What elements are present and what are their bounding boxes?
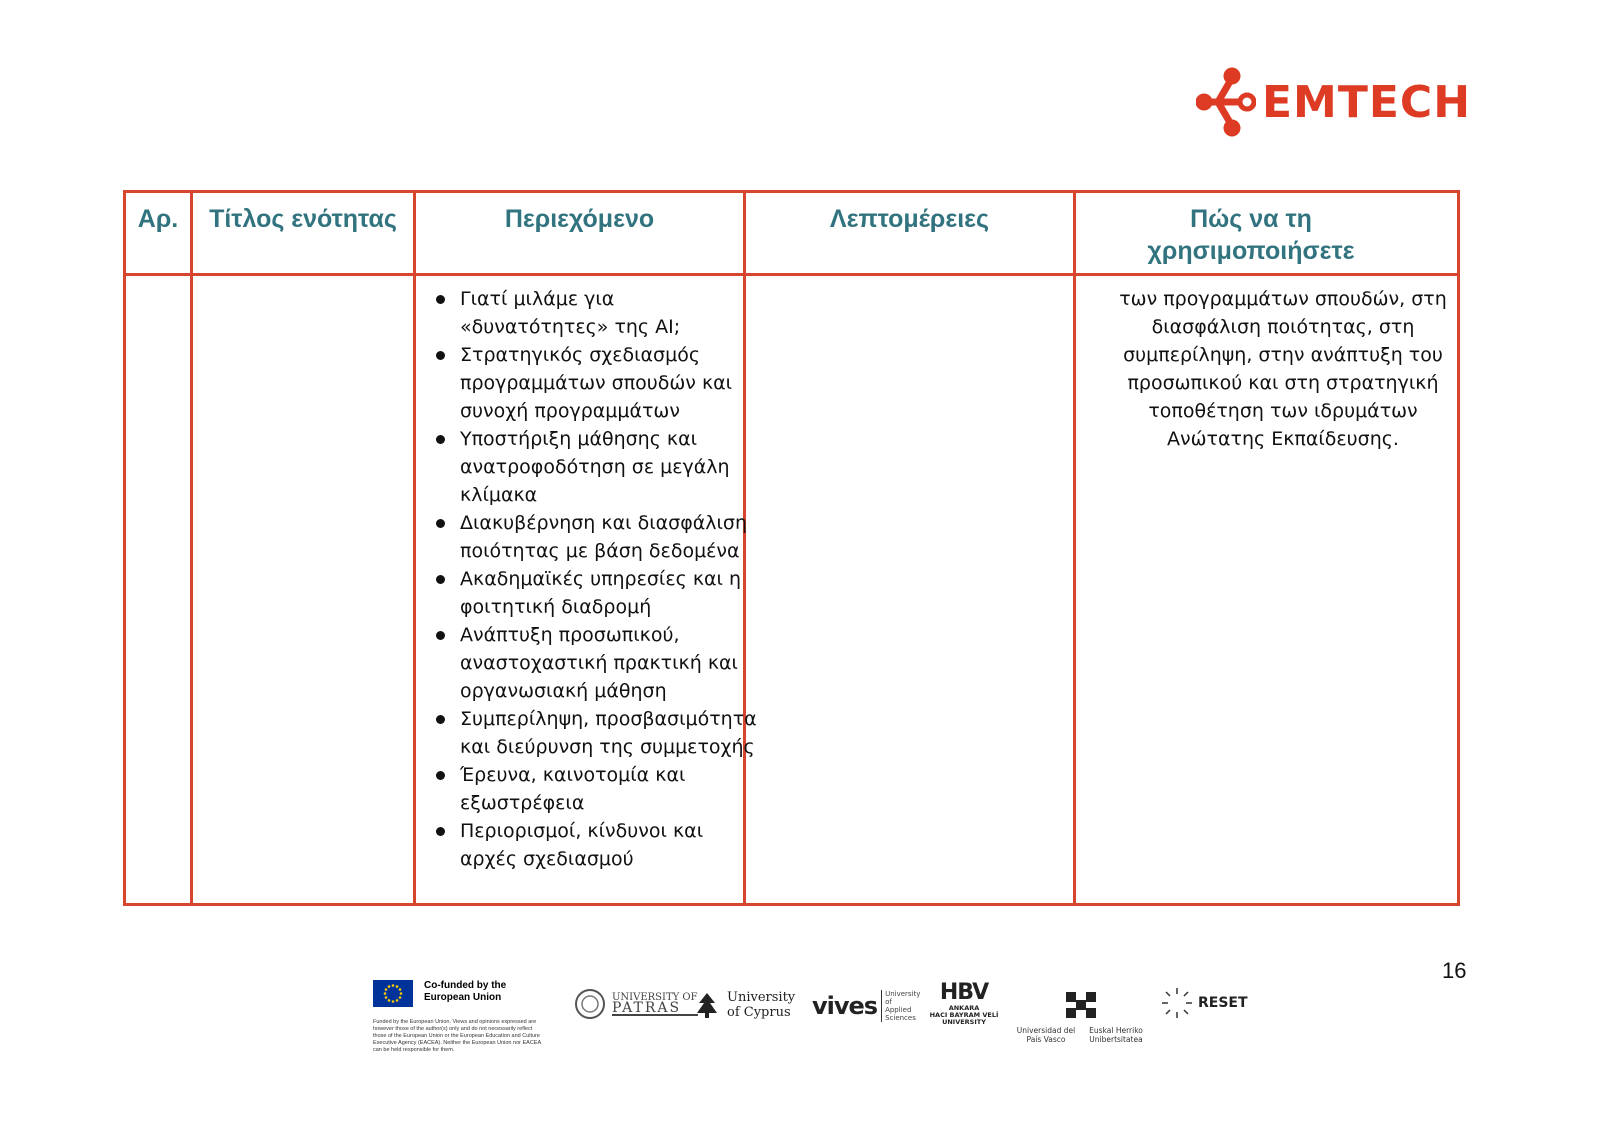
ehu-emblem-icon — [1060, 990, 1102, 1020]
page-number: 16 — [1442, 958, 1467, 983]
list-item: Ανάπτυξη προσωπικού, αναστοχαστική πρακτική και οργανωσιακή μάθηση — [434, 621, 764, 705]
reset-logo — [1160, 986, 1248, 1020]
ehu-left-label: Universidad del País Vasco — [1016, 1026, 1076, 1044]
header-number: Αρ. — [137, 205, 179, 233]
modules-table — [123, 190, 1460, 906]
upv-ehu-logo — [1016, 990, 1146, 1044]
header-content: Περιεχόμενο — [504, 205, 655, 233]
list-item: Έρευνα, καινοτομία και εξωστρέφεια — [434, 761, 764, 817]
vives-name: vives — [812, 992, 878, 1020]
eu-cofunded-label: Co-funded by the European Union — [424, 980, 507, 1003]
header-details: Λεπτομέρειες — [829, 205, 990, 233]
patras-seal-icon — [574, 988, 606, 1020]
vives-subtitle: University of Applied Sciences — [881, 990, 919, 1022]
list-item: Περιορισμοί, κίνδυνοι και αρχές σχεδιασμού — [434, 817, 764, 873]
hbv-line3: UNIVERSITY — [942, 1018, 986, 1026]
list-item: Διακυβέρνηση και διασφάλιση ποιότητας με βάση δεδομένα — [434, 509, 764, 565]
vives-logo — [812, 990, 919, 1022]
content-list — [434, 285, 764, 873]
list-item: Συμπερίληψη, προσβασιμότητα και διεύρυνση της συμμετοχής — [434, 705, 764, 761]
eu-flag-icon — [373, 980, 413, 1007]
hbv-line2: HACI BAYRAM VELİ — [929, 1011, 999, 1019]
brand-name: EMTECH — [1262, 76, 1472, 128]
header-divider — [126, 273, 1457, 276]
list-item: Γιατί μιλάμε για «δυνατότητες» της AI; — [434, 285, 764, 341]
cyprus-line1: University — [727, 990, 796, 1005]
list-item: Υποστήριξη μάθησης και ανατροφοδότηση σε μεγάλη κλίμακα — [434, 425, 764, 509]
hbv-line1: ANKARA — [948, 1004, 980, 1012]
column-divider — [413, 193, 416, 903]
university-of-cyprus-logo — [693, 990, 795, 1020]
patras-line1: UNIVERSITY OF — [612, 992, 698, 1003]
header-title: Τίτλος ενότητας — [209, 205, 397, 233]
column-divider — [1073, 193, 1076, 903]
ehu-right-label: Euskal Herriko Unibertsitatea — [1089, 1026, 1143, 1044]
cyprus-line2: of Cyprus — [727, 1005, 791, 1020]
footer-logos — [0, 976, 1600, 1096]
patras-line2: PATRAS — [612, 1003, 698, 1016]
list-item: Ακαδημαϊκές υπηρεσίες και η φοιτητική διαδρομή — [434, 565, 764, 621]
hacı-bayram-veli-logo — [928, 980, 1000, 1026]
reset-name: RESET — [1198, 995, 1248, 1011]
emtech-logo — [1196, 66, 1471, 138]
list-item: Στρατηγικός σχεδιασμός προγραμμάτων σπουδών και συνοχή προγραμμάτων — [434, 341, 764, 425]
column-divider — [190, 193, 193, 903]
eu-disclaimer: Funded by the European Union. Views and opinions expressed are however those of the author(s) only and do not necessarily reflect those of the European Union or the European Education and Culture Executive Agency (EACEA). Neither the European Union nor EACEA can be held responsible for them. — [373, 1019, 541, 1053]
university-of-patras-logo — [574, 988, 698, 1020]
hbv-mark: HBV — [939, 980, 989, 1005]
emtech-molecule-icon — [1196, 66, 1256, 138]
reset-burst-icon — [1160, 986, 1194, 1020]
cyprus-tree-icon — [693, 991, 721, 1019]
how-to-use-text: των προγραμμάτων σπουδών, στη διασφάλιση ποιότητας, στη συμπερίληψη, στην ανάπτυξη του προσωπικού και στη στρατηγική τοποθέτηση των ιδρυμάτων Ανώτατης Εκπαίδευσης. — [1119, 288, 1447, 450]
header-how-to-use: Πώς να τη χρησιμοποιήσετε — [1147, 205, 1355, 265]
